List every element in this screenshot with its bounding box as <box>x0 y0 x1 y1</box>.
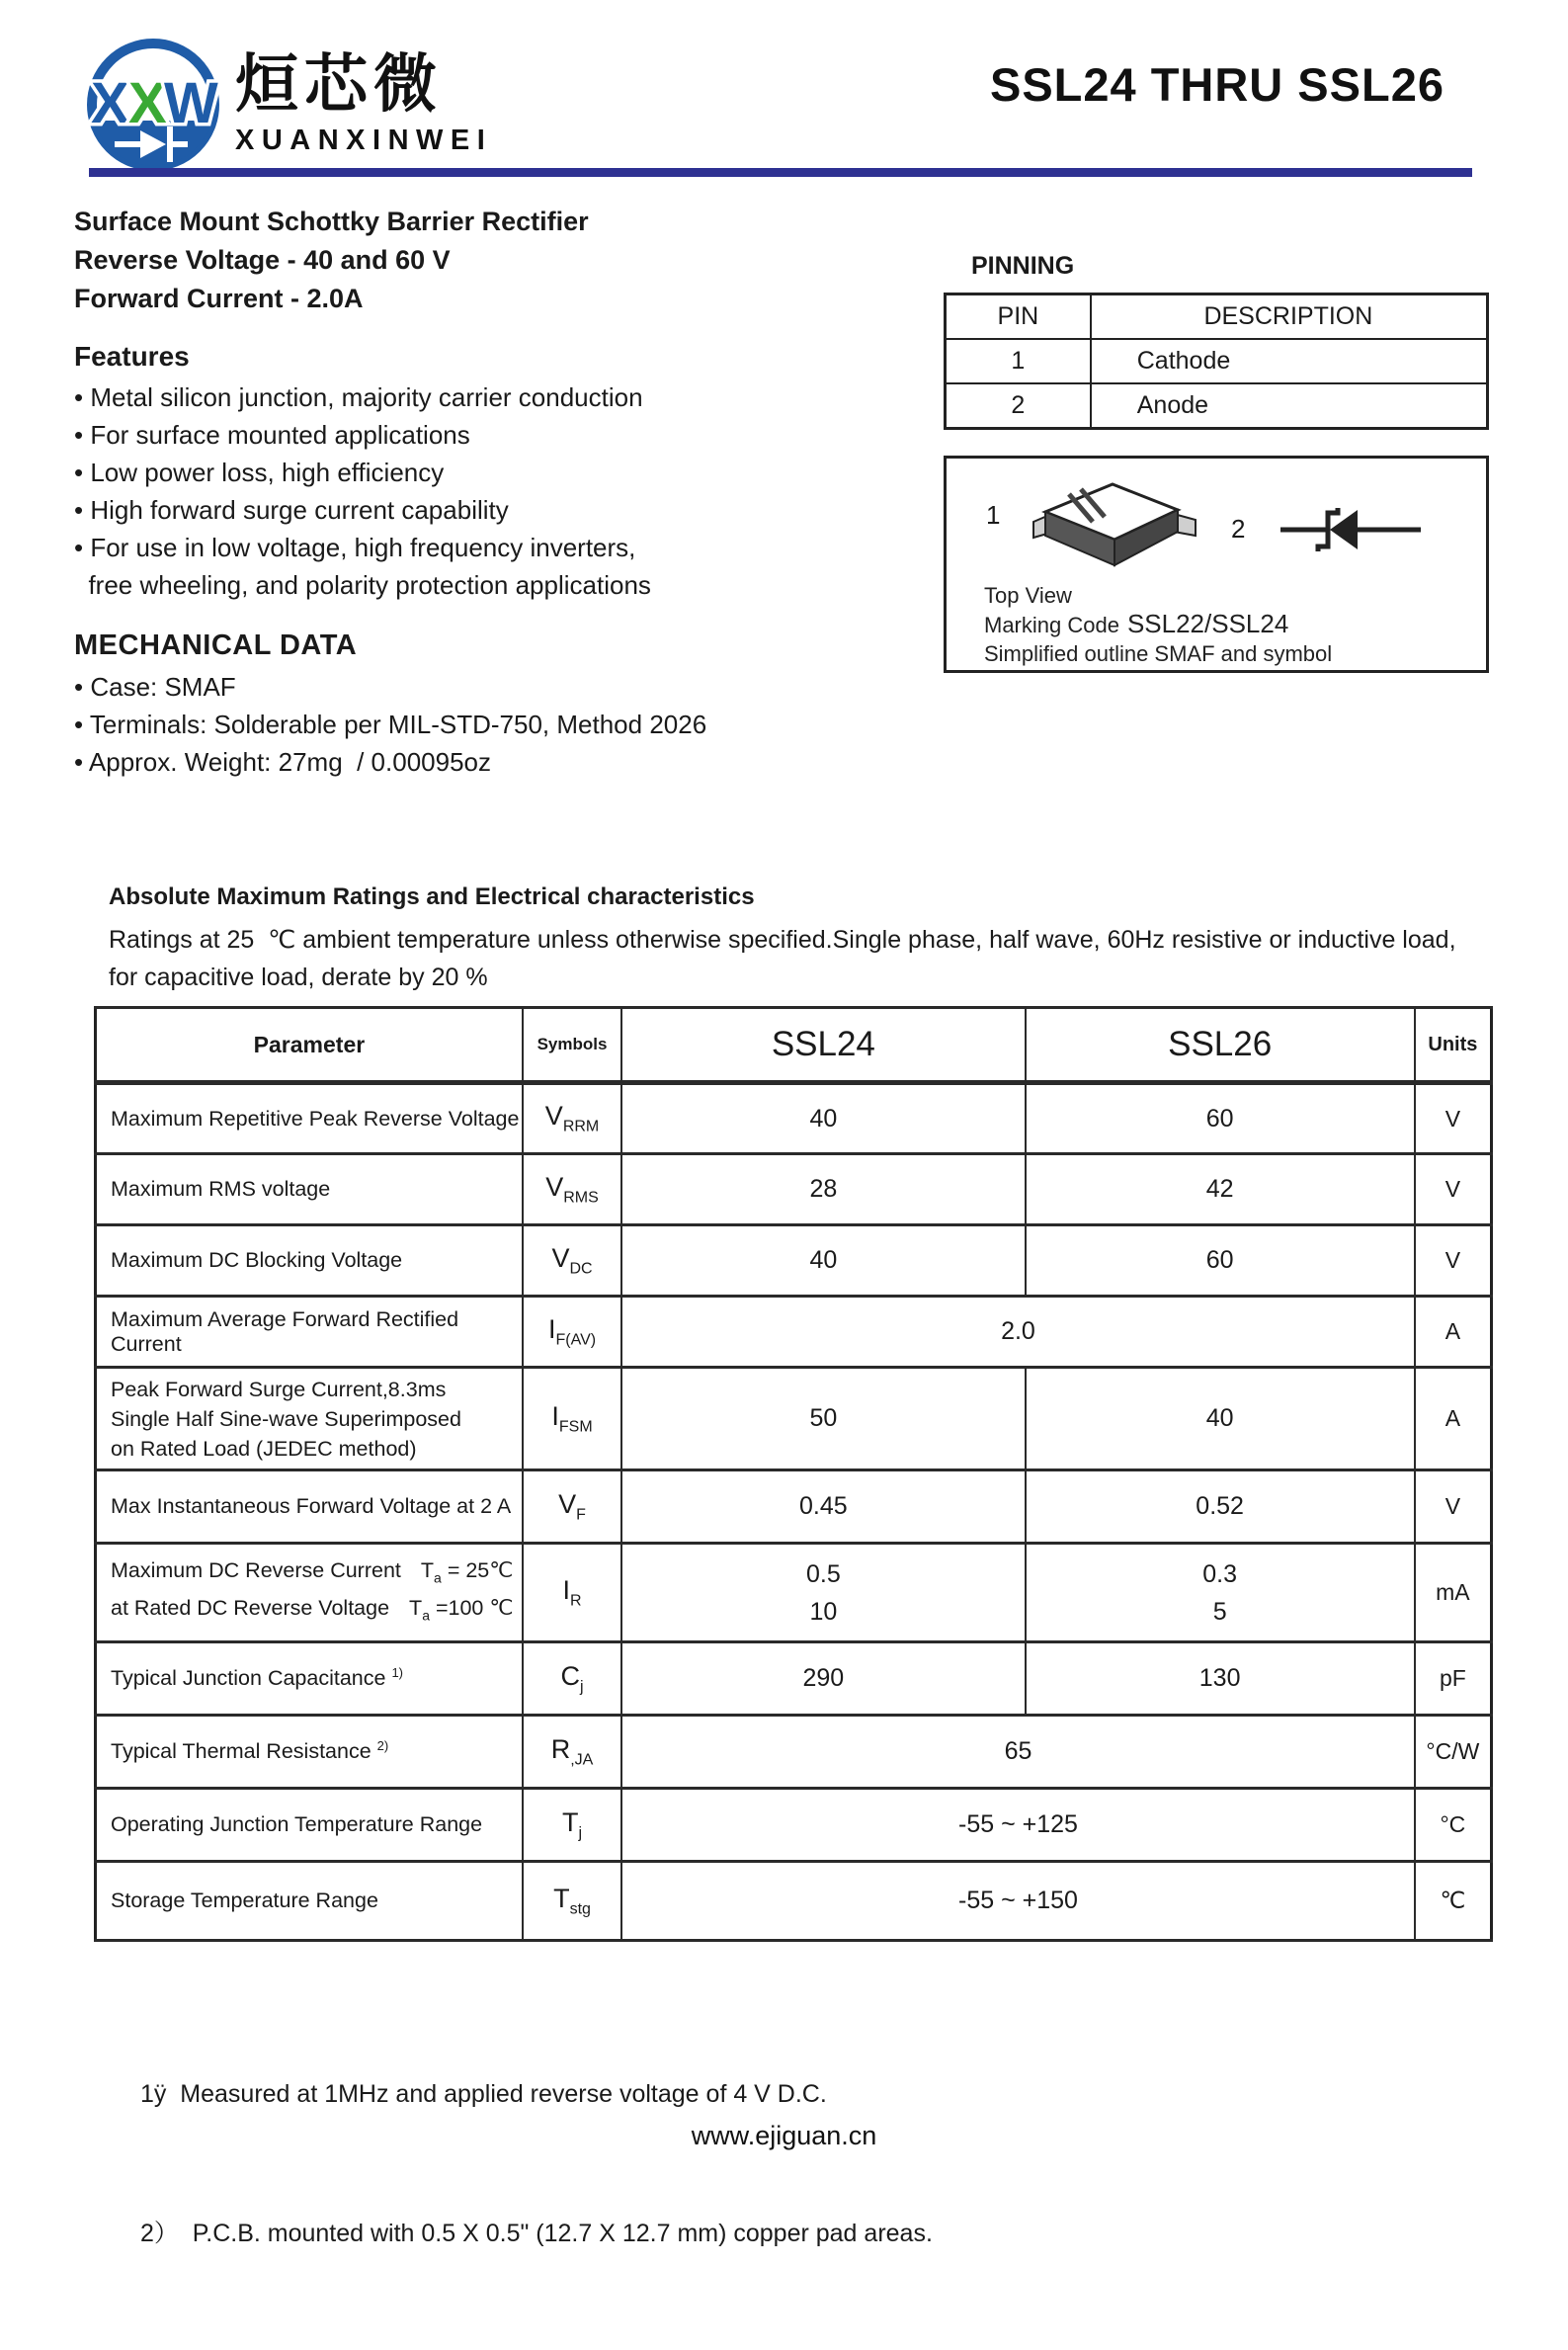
table-row <box>96 1470 1492 1544</box>
ssl26-value-cell: 42 <box>1026 1154 1415 1225</box>
table-row <box>96 1297 1492 1368</box>
parameter-cell: Storage Temperature Range <box>96 1862 523 1941</box>
ssl24-value-cell: 40 <box>621 1225 1025 1297</box>
parameter-cell: Operating Junction Temperature Range <box>96 1789 523 1862</box>
table-row <box>96 1716 1492 1789</box>
package-outline-box <box>944 456 1489 673</box>
ratings-section <box>109 883 1492 996</box>
ssl26-value-cell: 0.3 5 <box>1026 1544 1415 1642</box>
parameter-cell: Max Instantaneous Forward Voltage at 2 A <box>96 1470 523 1544</box>
table-row <box>96 1225 1492 1297</box>
unit-cell: A <box>1415 1297 1492 1368</box>
parameter-cell: Maximum DC Blocking Voltage <box>96 1225 523 1297</box>
parameter-cell: Typical Junction Capacitance $^{1)}$ <box>96 1642 523 1716</box>
symbol-cell: $I_{FSM}$ <box>523 1368 621 1470</box>
marking-code-value: SSL22/SSL24 <box>1126 609 1289 638</box>
summary-line: Surface Mount Schottky Barrier Rectifier <box>74 207 589 236</box>
pin2-label: 2 <box>1231 514 1246 544</box>
symbol-cell: $V_{RRM}$ <box>523 1083 621 1154</box>
features-heading: Features <box>74 341 190 372</box>
mechanical-item: • Terminals: Solderable per MIL-STD-750, Method 2026 <box>74 710 707 739</box>
unit-cell: V <box>1415 1470 1492 1544</box>
package-drawing-icon <box>1012 470 1209 579</box>
unit-cell: V <box>1415 1225 1492 1297</box>
footer-link[interactable]: www.ejiguan.cn <box>691 2121 877 2150</box>
pin-number: 1 <box>946 339 1091 383</box>
ratings-note-line: Ratings at 25 ℃ ambient temperature unless otherwise specified.Single phase, half wave, 60Hz resistive or inductive load, <box>109 926 1456 954</box>
marking-code-label: Marking Code <box>984 613 1119 637</box>
table-row <box>96 1544 1492 1642</box>
product-summary <box>74 203 914 318</box>
shared-value-cell: -55 ~ +125 <box>621 1789 1415 1862</box>
spec-header-row <box>96 1008 1492 1083</box>
summary-line: Reverse Voltage - 40 and 60 V <box>74 245 451 275</box>
left-column <box>74 203 914 781</box>
company-logo-icon <box>77 28 233 178</box>
ssl26-value-cell: 130 <box>1026 1642 1415 1716</box>
symbols-column-header: Symbols <box>523 1008 621 1083</box>
pinning-table <box>944 293 1489 430</box>
unit-cell: pF <box>1415 1642 1492 1716</box>
shared-value-cell: -55 ~ +150 <box>621 1862 1415 1941</box>
parameter-cell: Peak Forward Surge Current,8.3ms Single Half Sine-wave Superimposed on Rated Load (JEDEC method) <box>96 1368 523 1470</box>
package-marking-line <box>984 610 1332 639</box>
unit-cell: °C/W <box>1415 1716 1492 1789</box>
feature-item-continuation: free wheeling, and polarity protection applications <box>74 570 651 600</box>
schottky-diode-symbol-icon <box>1273 500 1431 559</box>
package-caption <box>984 581 1332 668</box>
footnote-2: 2） P.C.B. mounted with 0.5 X 0.5" (12.7 X 12.7 mm) copper pad areas. <box>140 2220 933 2247</box>
table-row <box>96 1154 1492 1225</box>
symbol-cell: $C_j$ <box>523 1642 621 1716</box>
table-row <box>96 1862 1492 1941</box>
pinning-heading: PINNING <box>971 252 1075 280</box>
ssl26-column-header: SSL26 <box>1026 1008 1415 1083</box>
feature-item: • For surface mounted applications <box>74 420 470 450</box>
table-row <box>96 1642 1492 1716</box>
parameter-cell: Maximum Average Forward Rectified Current <box>96 1297 523 1368</box>
pin-number: 2 <box>946 383 1091 429</box>
mechanical-item: • Approx. Weight: 27mg / 0.00095oz <box>74 747 491 777</box>
ssl24-value-cell: 0.5 10 <box>621 1544 1025 1642</box>
feature-item: • Metal silicon junction, majority carrier conduction <box>74 382 643 412</box>
table-row <box>96 1368 1492 1470</box>
symbol-cell: $T_{stg}$ <box>523 1862 621 1941</box>
summary-line: Forward Current - 2.0A <box>74 284 364 313</box>
symbol-cell: $V_{RMS}$ <box>523 1154 621 1225</box>
parameter-cell: Maximum DC Reverse Current $T_a$ = 25℃ at Rated DC Reverse Voltage $T_a =100$ ℃ <box>96 1544 523 1642</box>
unit-cell: V <box>1415 1154 1492 1225</box>
ssl24-column-header: SSL24 <box>621 1008 1025 1083</box>
ratings-note-line: for capacitive load, derate by 20 % <box>109 964 488 991</box>
table-row <box>96 1789 1492 1862</box>
shared-value-cell: 2.0 <box>621 1297 1415 1368</box>
ssl24-value-cell: 0.45 <box>621 1470 1025 1544</box>
ssl26-value-cell: 40 <box>1026 1368 1415 1470</box>
page-footer <box>0 2121 1568 2151</box>
parameter-cell: Typical Thermal Resistance $^{2)}$ <box>96 1716 523 1789</box>
pin-column-header: PIN <box>946 294 1091 340</box>
header-divider <box>89 168 1472 177</box>
feature-item: • High forward surge current capability <box>74 495 509 525</box>
mechanical-heading: MECHANICAL DATA <box>74 629 358 661</box>
features-list <box>74 378 914 604</box>
units-column-header: Units <box>1415 1008 1492 1083</box>
table-row <box>96 1083 1492 1154</box>
feature-item: • For use in low voltage, high frequency inverters, <box>74 533 636 562</box>
unit-cell: mA <box>1415 1544 1492 1642</box>
footnote-1: 1ÿ Measured at 1MHz and applied reverse voltage of 4 V D.C. <box>140 2080 827 2108</box>
unit-cell: ℃ <box>1415 1862 1492 1941</box>
pinning-row <box>946 339 1488 383</box>
ratings-heading: Absolute Maximum Ratings and Electrical characteristics <box>109 883 755 910</box>
symbol-cell: $I_{F(AV)}$ <box>523 1297 621 1368</box>
company-name-chinese: 烜芯微 <box>235 48 443 120</box>
shared-value-cell: 65 <box>621 1716 1415 1789</box>
footnotes <box>140 1978 933 2350</box>
mechanical-list <box>74 668 914 781</box>
pin-description: Anode <box>1091 383 1488 429</box>
unit-cell: A <box>1415 1368 1492 1470</box>
page-title: SSL24 THRU SSL26 <box>989 58 1444 111</box>
ratings-table <box>94 1006 1493 1942</box>
symbol-cell: $R_{,JA}$ <box>523 1716 621 1789</box>
ssl24-value-cell: 40 <box>621 1083 1025 1154</box>
unit-cell: V <box>1415 1083 1492 1154</box>
ssl26-value-cell: 60 <box>1026 1225 1415 1297</box>
company-name-latin: XUANXINWEI <box>235 125 493 156</box>
pinning-header-row <box>946 294 1488 340</box>
pin-description: Cathode <box>1091 339 1488 383</box>
parameter-cell: Maximum Repetitive Peak Reverse Voltage <box>96 1083 523 1154</box>
package-caption-line: Simplified outline SMAF and symbol <box>984 641 1333 666</box>
ssl24-value-cell: 28 <box>621 1154 1025 1225</box>
feature-item: • Low power loss, high efficiency <box>74 458 445 487</box>
pin1-label: 1 <box>986 500 1001 530</box>
symbol-cell: $V_F$ <box>523 1470 621 1544</box>
parameter-cell: Maximum RMS voltage <box>96 1154 523 1225</box>
right-column <box>944 252 1489 673</box>
description-column-header: DESCRIPTION <box>1091 294 1488 340</box>
svg-text:X: X <box>128 71 167 135</box>
package-caption-line: Top View <box>984 583 1072 608</box>
svg-text:W: W <box>164 71 218 135</box>
symbol-cell: $T_j$ <box>523 1789 621 1862</box>
symbol-cell: $I_R$ <box>523 1544 621 1642</box>
svg-text:X: X <box>91 71 129 135</box>
parameter-column-header: Parameter <box>96 1008 523 1083</box>
ssl26-value-cell: 60 <box>1026 1083 1415 1154</box>
symbol-cell: $V_{DC}$ <box>523 1225 621 1297</box>
ssl24-value-cell: 50 <box>621 1368 1025 1470</box>
pinning-row <box>946 383 1488 429</box>
ssl24-value-cell: 290 <box>621 1642 1025 1716</box>
unit-cell: °C <box>1415 1789 1492 1862</box>
ssl26-value-cell: 0.52 <box>1026 1470 1415 1544</box>
mechanical-item: • Case: SMAF <box>74 672 236 702</box>
